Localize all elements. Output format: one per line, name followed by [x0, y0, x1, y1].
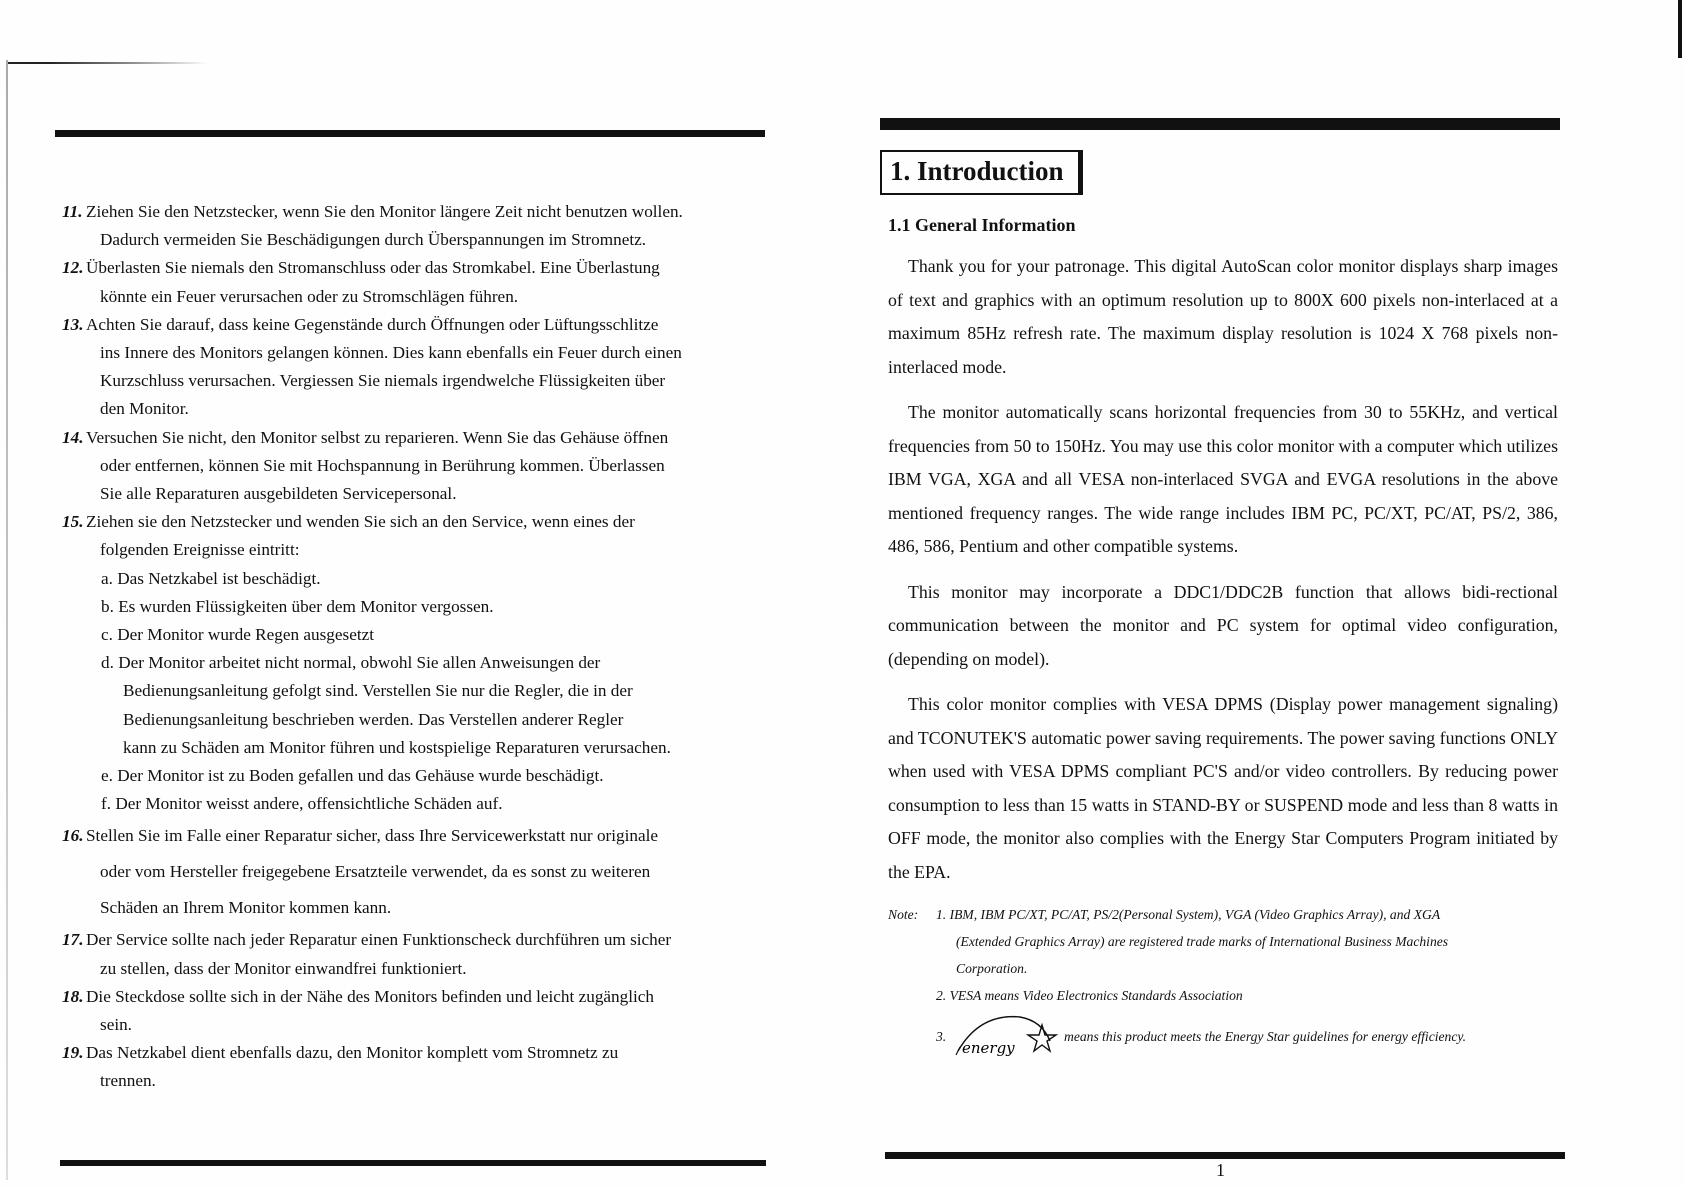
note-line: 2. VESA means Video Electronics Standards Association	[936, 988, 1243, 1003]
page-number: 1	[1216, 1160, 1225, 1180]
item-line: zu stellen, dass der Monitor einwandfrei funktioniert.	[100, 958, 467, 978]
paragraph-3: This monitor may incorporate a DDC1/DDC2B function that allows bidi-rectional communication between the monitor and PC system for optimal video configuration, (depending on model).	[888, 581, 1558, 669]
subitem-line: a. Das Netzkabel ist beschädigt.	[101, 568, 321, 588]
note-2	[888, 982, 1558, 1009]
left-bottom-rule	[60, 1160, 766, 1166]
list-item	[62, 198, 782, 254]
note-3-text: means this product meets the Energy Star guidelines for energy efficiency.	[1064, 1028, 1467, 1044]
item-number: 19.	[62, 1043, 84, 1063]
item-number: 12.	[62, 258, 84, 278]
item-number: 13.	[62, 314, 84, 334]
item-number: 15.	[62, 512, 84, 532]
subitem-line: d. Der Monitor arbeitet nicht normal, obwohl Sie allen Anweisungen der	[101, 653, 601, 673]
note-line: Corporation.	[956, 961, 1028, 976]
subitem-line: c. Der Monitor wurde Regen ausgesetzt	[101, 625, 375, 645]
item-line: ins Innere des Monitors gelangen können. Dies kann ebenfalls ein Feuer durch einen	[100, 343, 682, 363]
sublist-item	[62, 790, 782, 818]
item-line: Ziehen sie den Netzstecker und wenden Sie sich an den Service, wenn eines der	[86, 512, 635, 532]
list-item	[62, 311, 782, 424]
item-line: Versuchen Sie nicht, den Monitor selbst zu reparieren. Wenn Sie das Gehäuse öffnen	[86, 427, 669, 447]
subitem-line: Bedienungsanleitung gefolgt sind. Verstellen Sie nur die Regler, die in der	[123, 681, 633, 701]
right-top-rule	[880, 118, 1560, 130]
item-line: Kurzschluss verursachen. Vergiessen Sie niemals irgendwelche Flüssigkeiten über	[100, 371, 666, 391]
sublist-item	[62, 621, 782, 649]
list-item	[62, 254, 782, 310]
item-line: Dadurch vermeiden Sie Beschädigungen durch Überspannungen im Stromnetz.	[100, 230, 647, 250]
subitem-line: Bedienungsanleitung beschrieben werden. Das Verstellen anderer Regler	[123, 709, 624, 729]
sublist-item	[62, 762, 782, 790]
item-line: Der Service sollte nach jeder Reparatur einen Funktionscheck durchführen um sicher	[86, 930, 672, 950]
section-title: 1.1 General Information	[888, 215, 1076, 235]
subitem-line: e. Der Monitor ist zu Boden gefallen und das Gehäuse wurde beschädigt.	[101, 766, 604, 786]
subitem-line: kann zu Schäden am Monitor führen und kostspielige Reparaturen verursachen.	[123, 737, 671, 757]
safety-sublist	[62, 565, 782, 819]
item-line: Ziehen Sie den Netzstecker, wenn Sie den Monitor längere Zeit nicht benutzen wollen.	[86, 202, 683, 221]
note-label: Note:	[888, 907, 919, 922]
notes	[888, 901, 1558, 1061]
left-page	[62, 198, 782, 1096]
item-line: Achten Sie darauf, dass keine Gegenstände durch Öffnungen oder Lüftungsschlitze	[86, 314, 659, 334]
scan-edge-line	[8, 62, 208, 64]
list-item	[62, 818, 782, 926]
item-number: 11.	[62, 202, 83, 221]
subitem-line: f. Der Monitor weisst andere, offensichtliche Schäden auf.	[101, 794, 503, 814]
item-line: sein.	[100, 1015, 132, 1035]
paragraph-2: The monitor automatically scans horizontal frequencies from 30 to 55KHz, and vertical frequencies from 50 to 150Hz. You may use this color monitor with a computer which utilizes IBM VGA, XGA and all VESA non-interlaced SVGA and EVGA resolutions in the above mentioned frequency ranges. The wide range includes IBM PC, PC/XT, PC/AT, PS/2, 386, 486, 586, Pentium and other compatible systems.	[888, 402, 1558, 556]
left-top-rule	[55, 130, 765, 137]
item-number: 16.	[62, 826, 84, 846]
note-body	[936, 901, 1558, 982]
sublist-item	[62, 593, 782, 621]
item-number: 18.	[62, 986, 84, 1006]
item-line: oder entfernen, können Sie mit Hochspannung in Berührung kommen. Überlassen	[100, 455, 665, 475]
item-line: könnte ein Feuer verursachen oder zu Stromschlägen führen.	[100, 286, 519, 306]
safety-list-continued	[62, 818, 782, 1095]
item-line: Das Netzkabel dient ebenfalls dazu, den Monitor komplett vom Stromnetz zu	[86, 1043, 619, 1063]
item-number: 14.	[62, 427, 84, 447]
sublist-item	[62, 649, 782, 762]
item-line: folgenden Ereignisse eintritt:	[100, 540, 300, 560]
note-1	[888, 901, 1558, 982]
list-item	[62, 508, 782, 564]
list-item	[62, 424, 782, 509]
item-line: den Monitor.	[100, 399, 189, 419]
item-line: Stellen Sie im Falle einer Reparatur sicher, dass Ihre Servicewerkstatt nur originale	[86, 826, 659, 846]
note-3-number: 3.	[936, 1028, 947, 1044]
scan-mark	[1678, 0, 1682, 58]
energy-logo-text: energy	[962, 1039, 1015, 1057]
right-bottom-rule	[885, 1152, 1565, 1159]
paragraph-4: This color monitor complies with VESA DPMS (Display power management signaling) and TCONUTEK'S automatic power saving requirements. The power saving functions ONLY when used with VESA DPMS compliant PC'S and/or video controllers. By reducing power consumption to less than 15 watts in STAND-BY or SUSPEND mode and less than 8 watts in OFF mode, the monitor also complies with the Energy Star Computers Program initiated by the EPA.	[888, 694, 1558, 882]
right-page	[888, 150, 1558, 1061]
note-3	[936, 1011, 1558, 1061]
sublist-item	[62, 565, 782, 593]
item-line: oder vom Hersteller freigegebene Ersatzteile verwendet, da es sonst zu weiteren	[100, 862, 651, 882]
item-line: Schäden an Ihrem Monitor kommen kann.	[100, 898, 392, 918]
item-number: 17.	[62, 930, 84, 950]
subitem-line: b. Es wurden Flüssigkeiten über dem Monitor vergossen.	[101, 596, 494, 616]
chapter-title: 1. Introduction	[880, 150, 1083, 195]
scan-edge-vertical	[6, 60, 8, 1180]
item-line: Sie alle Reparaturen ausgebildeten Servicepersonal.	[100, 484, 457, 504]
list-item	[62, 983, 782, 1039]
note-line: (Extended Graphics Array) are registered trade marks of International Business Machines	[956, 934, 1449, 949]
item-line: Überlasten Sie niemals den Stromanschluss oder das Stromkabel. Eine Überlastung	[86, 258, 660, 278]
list-item	[62, 1039, 782, 1095]
item-line: trennen.	[100, 1071, 156, 1091]
note-body	[936, 982, 1558, 1009]
note-line: 1. IBM, IBM PC/XT, PC/AT, PS/2(Personal System), VGA (Video Graphics Array), and XGA	[936, 907, 1441, 922]
list-item	[62, 926, 782, 982]
paragraph-1: Thank you for your patronage. This digital AutoScan color monitor displays sharp images of text and graphics with an optimum resolution up to 800X 600 pixels non-interlaced at a maximum 85Hz refresh rate. The maximum display resolution is 1024 X 768 pixels non-interlaced mode.	[888, 256, 1558, 377]
item-line: Die Steckdose sollte sich in der Nähe des Monitors befinden und leicht zugänglich	[86, 986, 655, 1006]
energy-star-logo-icon	[950, 1011, 1060, 1061]
safety-list	[62, 198, 782, 565]
